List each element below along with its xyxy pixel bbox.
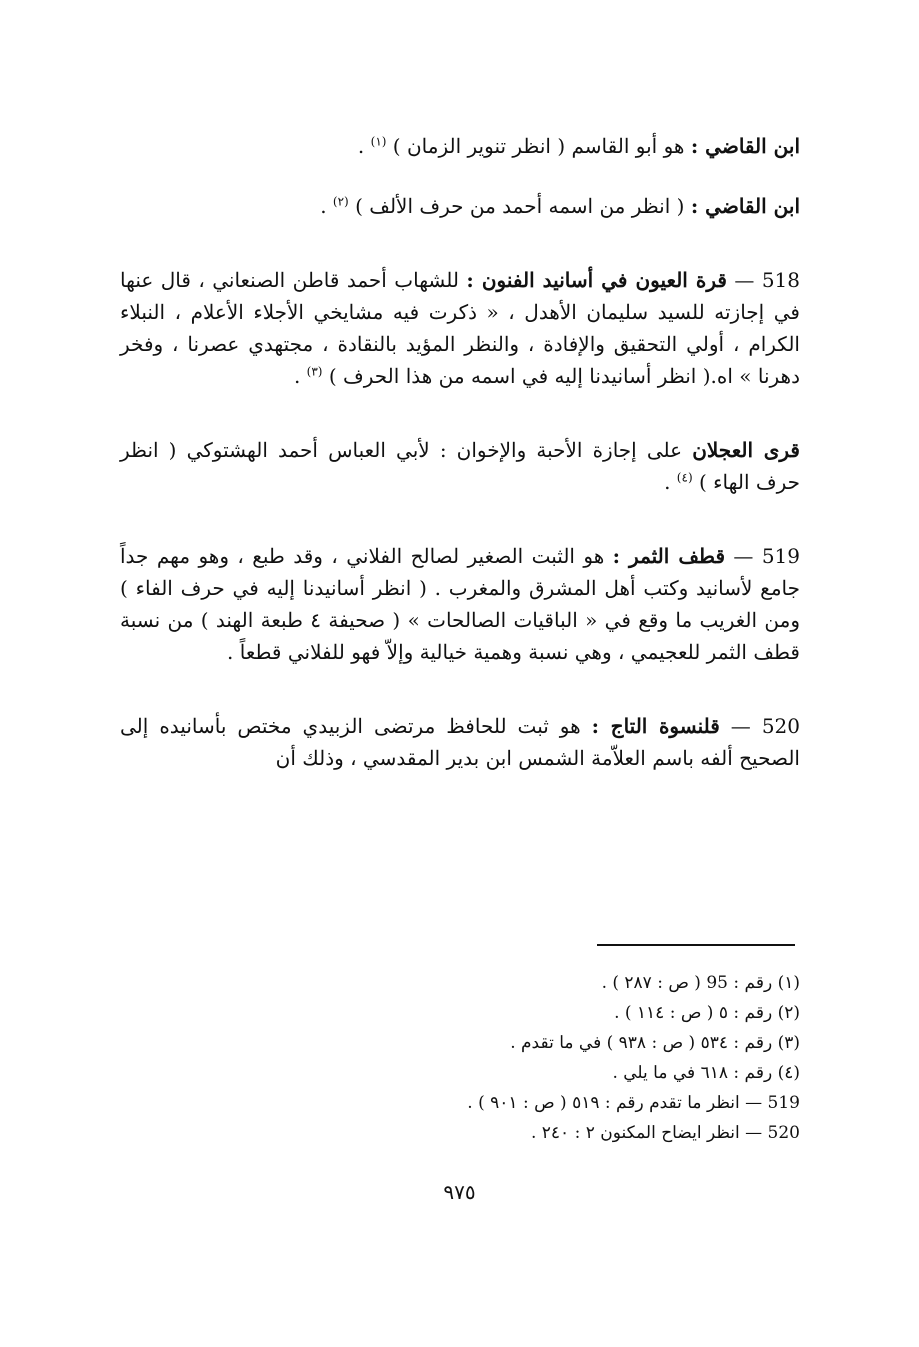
footnote-marker: (٤) — [676, 470, 693, 485]
footnote-marker: (٣) — [306, 364, 323, 379]
entry-ibn-al-qadi-1: ابن القاضي : هو أبو القاسم ( انظر تنوير الزمان ) $^{(١)}$ . — [357, 134, 800, 158]
entry-body: ( انظر من اسمه أحمد من حرف الألف ) — [348, 194, 691, 218]
footnote-1: (١) رقم : 95 ( ص : ٢٨٧ ) . — [601, 973, 800, 993]
entry-qura-al-ajlan: قرى العجلان على إجازة الأحبة والإخوان : لأبي العباس أحمد الهشتوكي ( انظر حرف الهاء ) $^{(٤)}$ . — [120, 438, 800, 494]
entry-body: هو أبو القاسم ( انظر تنوير الزمان ) — [386, 134, 691, 158]
entry-body: هو ثبت للحافظ مرتضى الزبيدي مختص بأسانيده إلى الصحيح ألفه باسم العلاّمة الشمس ابن بدير المقدسي ، وذلك أن — [120, 714, 800, 770]
footnotes — [330, 968, 800, 1148]
entry-body: للشهاب أحمد قاطن الصنعاني ، قال عنها في إجازته للسيد سليمان الأهدل ، « ذكرت فيه مشايخي الأجلاء الأعلام ، النبلاء الكرام ، أولي التحقيق والإفادة ، والنظر المؤيد بالنقادة ، مجتهدي عصرنا ، وفخر دهرنا » اه.( انظر أسانيدنا إليه في اسمه من هذا الحرف ) — [120, 268, 800, 388]
footnote-marker: (١) — [370, 134, 387, 149]
main-text — [120, 130, 800, 774]
footnote-separator — [597, 944, 795, 946]
entry-heading: قلنسوة التاج : — [591, 714, 720, 738]
footnote-3: (٣) رقم : ٥٣٤ ( ص : ٩٣٨ ) في ما تقدم . — [510, 1033, 800, 1053]
entry-heading: ابن القاضي : — [690, 194, 800, 218]
footnote-marker: (٢) — [332, 194, 349, 209]
entry-heading: قطف الثمر : — [612, 544, 726, 568]
page-number: ٩٧٥ — [443, 1180, 476, 1204]
entry-number: 520 — — [719, 714, 800, 738]
footnote-520: 520 — انظر ايضاح المكنون ٢ : ٢٤٠ . — [530, 1123, 800, 1143]
entry-heading: قرة العيون في أسانيد الفنون : — [466, 268, 727, 292]
footnote-519: 519 — انظر ما تقدم رقم : ٥١٩ ( ص : ٩٠١ ) . — [467, 1093, 800, 1113]
entry-518: 518 — قرة العيون في أسانيد الفنون : للشهاب أحمد قاطن الصنعاني ، قال عنها في إجازته للسيد سليمان الأهدل ، « ذكرت فيه مشايخي الأجلاء الأعلام ، النبلاء الكرام ، أولي التحقيق والإفادة ، والنظر المؤيد بالنقادة ، مجتهدي عصرنا ، وفخر دهرنا » اه.( انظر أسانيدنا إليه في اسمه من هذا الحرف ) $^{(٣)}$ . — [120, 268, 800, 388]
entry-number: 518 — — [726, 268, 800, 292]
footnote-4: (٤) رقم : ٦١٨ في ما يلي . — [612, 1063, 800, 1083]
entry-heading: قرى العجلان — [692, 438, 800, 462]
entry-body: على إجازة الأحبة والإخوان : لأبي العباس أحمد الهشتوكي ( انظر حرف الهاء ) — [120, 438, 800, 494]
footnote-2: (٢) رقم : ٥ ( ص : ١١٤ ) . — [614, 1003, 800, 1023]
entry-519 — [120, 540, 800, 668]
entry-520 — [120, 710, 800, 774]
entry-number: 519 — — [725, 544, 801, 568]
entry-body: هو الثبت الصغير لصالح الفلاني ، وقد طبع ، وهو مهم جداً جامع لأسانيد وكتب أهل المشرق والمغرب . ( انظر أسانيدنا إليه في حرف الفاء ) ومن الغريب ما وقع في « الباقيات الصالحات » ( صحيفة ٤ طبعة الهند ) من نسبة قطف الثمر للعجيمي ، وهي نسبة وهمية خيالية وإلاّ فهو للفلاني قطعاً . — [120, 544, 800, 664]
entry-heading: ابن القاضي : — [690, 134, 800, 158]
entry-ibn-al-qadi-2: ابن القاضي : ( انظر من اسمه أحمد من حرف الألف ) $^{(٢)}$ . — [320, 194, 800, 218]
